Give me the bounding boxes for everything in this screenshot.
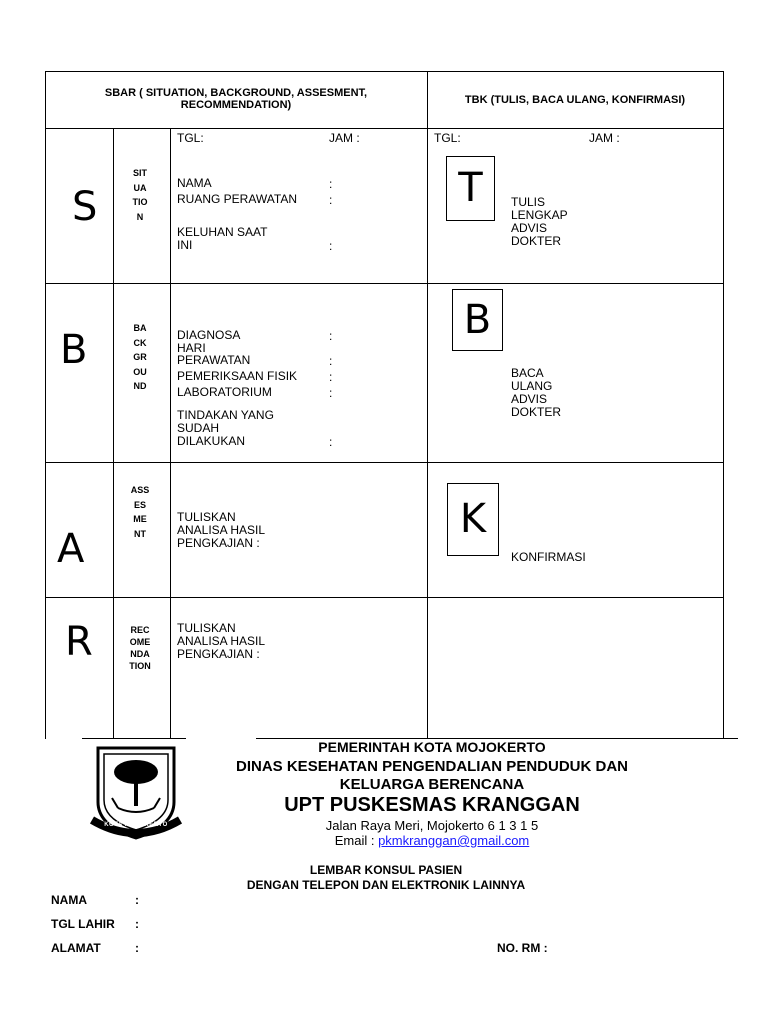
seal-text: KOTA MOJOKERTO bbox=[104, 822, 168, 828]
field-keluhan-saat: KELUHAN SAAT bbox=[177, 225, 268, 239]
vertical-situation: SIT UA TIO N bbox=[132, 168, 148, 222]
colon: : bbox=[329, 177, 333, 191]
field-ini: INI bbox=[177, 238, 193, 252]
colon: : bbox=[329, 435, 333, 449]
colon: : bbox=[329, 370, 333, 384]
colon: : bbox=[329, 386, 333, 400]
colon: : bbox=[135, 941, 139, 955]
field-assesment-text: TULISKAN ANALISA HASIL PENGKAJIAN : bbox=[177, 510, 266, 550]
colon: : bbox=[135, 917, 139, 931]
jam-label-left: JAM : bbox=[329, 131, 360, 145]
field-perawatan: PERAWATAN bbox=[177, 353, 251, 367]
letter-b: B bbox=[60, 327, 88, 373]
tgl-label-left: TGL: bbox=[177, 131, 204, 145]
kop-pemerintah: PEMERINTAH KOTA MOJOKERTO bbox=[318, 739, 546, 755]
field-nama: NAMA bbox=[177, 176, 212, 190]
tbk-box-b: B bbox=[452, 289, 503, 351]
header-sbar: SBAR ( SITUATION, BACKGROUND, ASSESMENT, RECOMMENDATION) bbox=[104, 87, 368, 111]
field-tindakan-yang: TINDAKAN YANG bbox=[177, 408, 274, 422]
field-diagnosa: DIAGNOSA bbox=[177, 328, 241, 342]
field-recommendation-text: TULISKAN ANALISA HASIL PENGKAJIAN : bbox=[177, 621, 266, 661]
label-nama: NAMA bbox=[51, 893, 87, 907]
email-link[interactable]: pkmkranggan@gmail.com bbox=[378, 833, 530, 848]
tbk-text-tulis: TULIS LENGKAP ADVIS DOKTER bbox=[511, 195, 568, 248]
kop-email-line bbox=[152, 833, 712, 848]
field-ruang-perawatan: RUANG PERAWATAN bbox=[177, 192, 298, 206]
form-title-2: DENGAN TELEPON DAN ELEKTRONIK LAINNYA bbox=[246, 878, 526, 892]
field-pemeriksaan-fisik: PEMERIKSAAN FISIK bbox=[177, 369, 298, 383]
label-tgl-lahir: TGL LAHIR bbox=[51, 917, 115, 931]
label-alamat: ALAMAT bbox=[51, 941, 101, 955]
letter-a: A bbox=[57, 526, 85, 572]
form-title-1: LEMBAR KONSUL PASIEN bbox=[309, 863, 463, 877]
kop-puskesmas: UPT PUSKESMAS KRANGGAN bbox=[284, 794, 580, 816]
colon: : bbox=[329, 239, 333, 253]
field-hari: HARI bbox=[177, 341, 206, 355]
colon: : bbox=[329, 193, 333, 207]
header-tbk: TBK (TULIS, BACA ULANG, KONFIRMASI) bbox=[464, 94, 686, 106]
tbk-text-konfirmasi: KONFIRMASI bbox=[511, 550, 586, 564]
kop-dinas: DINAS KESEHATAN PENGENDALIAN PENDUDUK DAN bbox=[236, 758, 628, 775]
kop-address: Jalan Raya Meri, Mojokerto 6 1 3 1 5 bbox=[325, 818, 539, 833]
tbk-box-t: T bbox=[446, 156, 495, 221]
field-sudah: SUDAH bbox=[177, 421, 220, 435]
label-no-rm: NO. RM : bbox=[497, 941, 548, 955]
email-label: Email : bbox=[334, 833, 379, 848]
field-laboratorium: LABORATORIUM bbox=[177, 385, 272, 399]
colon: : bbox=[329, 329, 333, 343]
kop-keluarga: KELUARGA BERENCANA bbox=[339, 776, 525, 793]
vertical-recommendation: REC OME NDA TION bbox=[129, 625, 151, 671]
letter-s: S bbox=[72, 184, 98, 230]
tbk-box-k: K bbox=[447, 483, 499, 556]
jam-label-right: JAM : bbox=[589, 131, 620, 145]
vertical-background: BA CK GR OU ND bbox=[133, 323, 147, 391]
field-dilakukan: DILAKUKAN bbox=[177, 434, 246, 448]
letter-r: R bbox=[65, 619, 93, 665]
vertical-assesment: ASS ES ME NT bbox=[130, 485, 150, 539]
colon: : bbox=[329, 354, 333, 368]
colon: : bbox=[135, 893, 139, 907]
tbk-text-baca: BACA ULANG ADVIS DOKTER bbox=[511, 366, 562, 419]
tgl-label-right: TGL: bbox=[434, 131, 461, 145]
